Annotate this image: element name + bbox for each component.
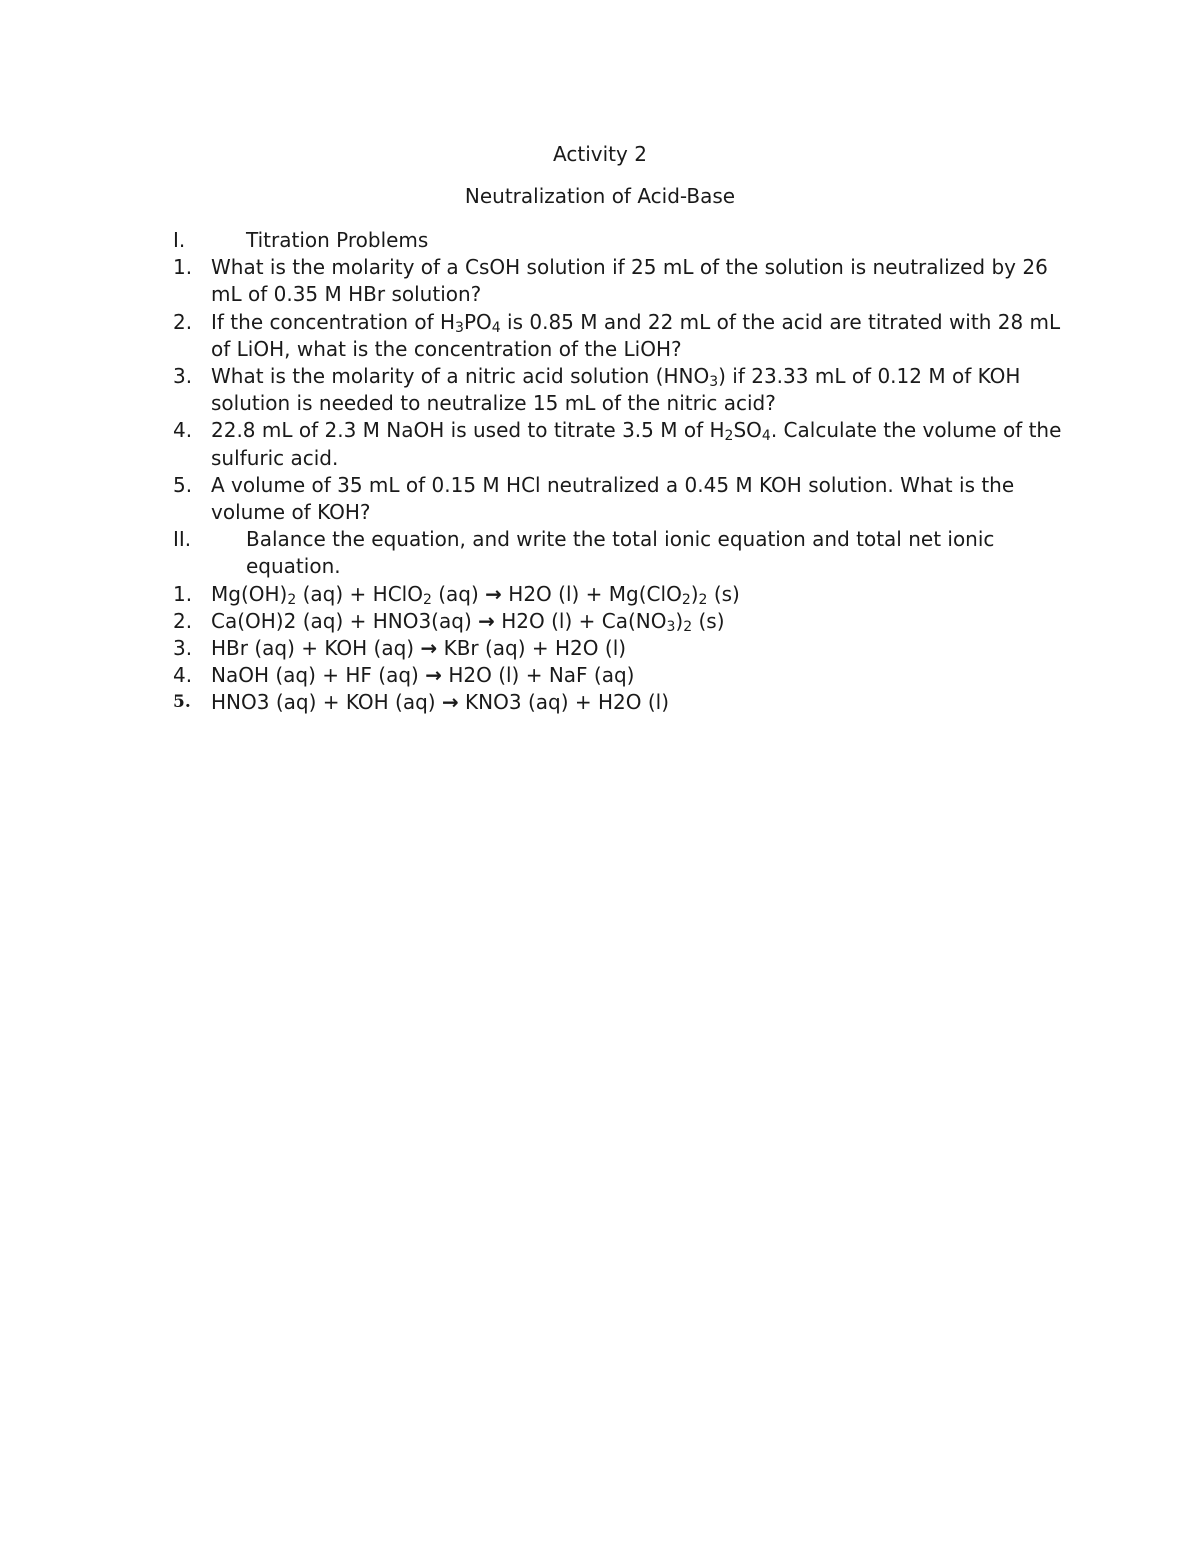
subscript: 3 bbox=[455, 319, 464, 336]
list-number: 5. bbox=[173, 472, 193, 497]
section-heading: Titration Problems bbox=[246, 228, 429, 252]
equation-text: Ca(OH)2 (aq) + HNO3(aq) bbox=[211, 608, 479, 633]
problem-text: 22.8 mL of 2.3 M NaOH is used to titrate 3.5 M of H bbox=[211, 418, 725, 443]
equation-text: NaOH (aq) + HF (aq) bbox=[211, 663, 426, 688]
equation-text: H2O (l) + Ca(NO bbox=[494, 608, 667, 633]
problem-text: is 0.85 M and 22 mL of the acid are titrated with 28 mL of LiOH, what is the concentration of the LiOH? bbox=[211, 309, 1061, 361]
subscript: 3 bbox=[709, 374, 719, 391]
subscript: 3 bbox=[666, 618, 676, 635]
list-number: 2. bbox=[173, 309, 193, 334]
equation-4 bbox=[173, 662, 1073, 689]
list-number: 3. bbox=[173, 636, 193, 661]
equation-text: (s) bbox=[692, 608, 725, 633]
section-numeral: II. bbox=[173, 527, 192, 552]
page-subtitle: Neutralization of Acid-Base bbox=[464, 184, 736, 208]
subscript: 4 bbox=[761, 428, 771, 445]
equation-text: HNO3 (aq) + KOH (aq) bbox=[211, 690, 442, 715]
titration-problem-4 bbox=[173, 417, 1073, 471]
subscript: 2 bbox=[724, 428, 734, 445]
equation-2 bbox=[173, 608, 1073, 635]
problem-text: PO bbox=[463, 309, 492, 334]
list-number: 4. bbox=[173, 663, 193, 688]
subscript: 2 bbox=[683, 618, 693, 635]
problem-text: If the concentration of H bbox=[211, 309, 456, 334]
equation-text: HBr (aq) + KOH (aq) bbox=[211, 636, 421, 661]
document-body bbox=[173, 227, 1073, 717]
equation-5 bbox=[173, 689, 1073, 716]
arrow-icon: → bbox=[441, 690, 459, 715]
subscript: 2 bbox=[287, 591, 297, 608]
equation-1 bbox=[173, 581, 1073, 608]
arrow-icon: → bbox=[425, 663, 442, 688]
subscript: 2 bbox=[681, 591, 691, 608]
list-number: 3. bbox=[173, 364, 193, 389]
arrow-icon: → bbox=[485, 581, 502, 606]
equation-text: ) bbox=[675, 608, 684, 633]
titration-problem-3 bbox=[173, 363, 1073, 417]
equation-3 bbox=[173, 635, 1073, 662]
subscript: 4 bbox=[491, 319, 501, 336]
section-heading: Balance the equation, and write the total ionic equation and total net ionic equation. bbox=[246, 527, 995, 579]
equation-text: (s) bbox=[707, 581, 740, 606]
problem-text: What is the molarity of a CsOH solution if 25 mL of the solution is neutralized by 26 mL of 0.35 M HBr solution? bbox=[211, 255, 1048, 307]
problem-text: ) if 23.33 mL of 0.12 M of KOH solution is needed to neutralize 15 mL of the nitric acid? bbox=[211, 364, 1021, 416]
titration-problem-5 bbox=[173, 472, 1073, 526]
equation-text: KBr (aq) + H2O (l) bbox=[437, 636, 627, 661]
arrow-icon: → bbox=[478, 608, 495, 633]
equation-text: ) bbox=[690, 581, 699, 606]
titration-problem-2 bbox=[173, 309, 1073, 363]
problem-text: A volume of 35 mL of 0.15 M HCl neutralized a 0.45 M KOH solution. What is the volume of KOH? bbox=[211, 472, 1015, 525]
list-number: 2. bbox=[173, 608, 193, 633]
list-number: 5. bbox=[173, 692, 191, 713]
problem-text: . Calculate the volume of the sulfuric acid. bbox=[211, 418, 1062, 470]
page-title: Activity 2 bbox=[553, 142, 647, 166]
titration-problem-1 bbox=[173, 254, 1073, 308]
list-number: 4. bbox=[173, 418, 193, 443]
equation-text: KNO3 (aq) + H2O (l) bbox=[458, 690, 670, 715]
equation-text: Mg(OH) bbox=[211, 581, 288, 606]
list-number: 1. bbox=[173, 255, 193, 280]
problem-text: SO bbox=[733, 418, 762, 443]
equation-text: H2O (l) + NaF (aq) bbox=[441, 663, 635, 688]
equation-text: (aq) bbox=[431, 581, 486, 606]
equation-text: H2O (l) + Mg(ClO bbox=[501, 581, 682, 606]
section-balance bbox=[173, 526, 1073, 580]
equation-text: (aq) + HClO bbox=[296, 581, 423, 606]
list-number: 1. bbox=[173, 581, 193, 606]
problem-text: What is the molarity of a nitric acid solution (HNO bbox=[211, 364, 710, 389]
subscript: 2 bbox=[698, 591, 708, 608]
arrow-icon: → bbox=[420, 636, 438, 661]
section-titration bbox=[173, 227, 1073, 254]
section-numeral: I. bbox=[173, 228, 186, 252]
subscript: 2 bbox=[422, 591, 432, 608]
